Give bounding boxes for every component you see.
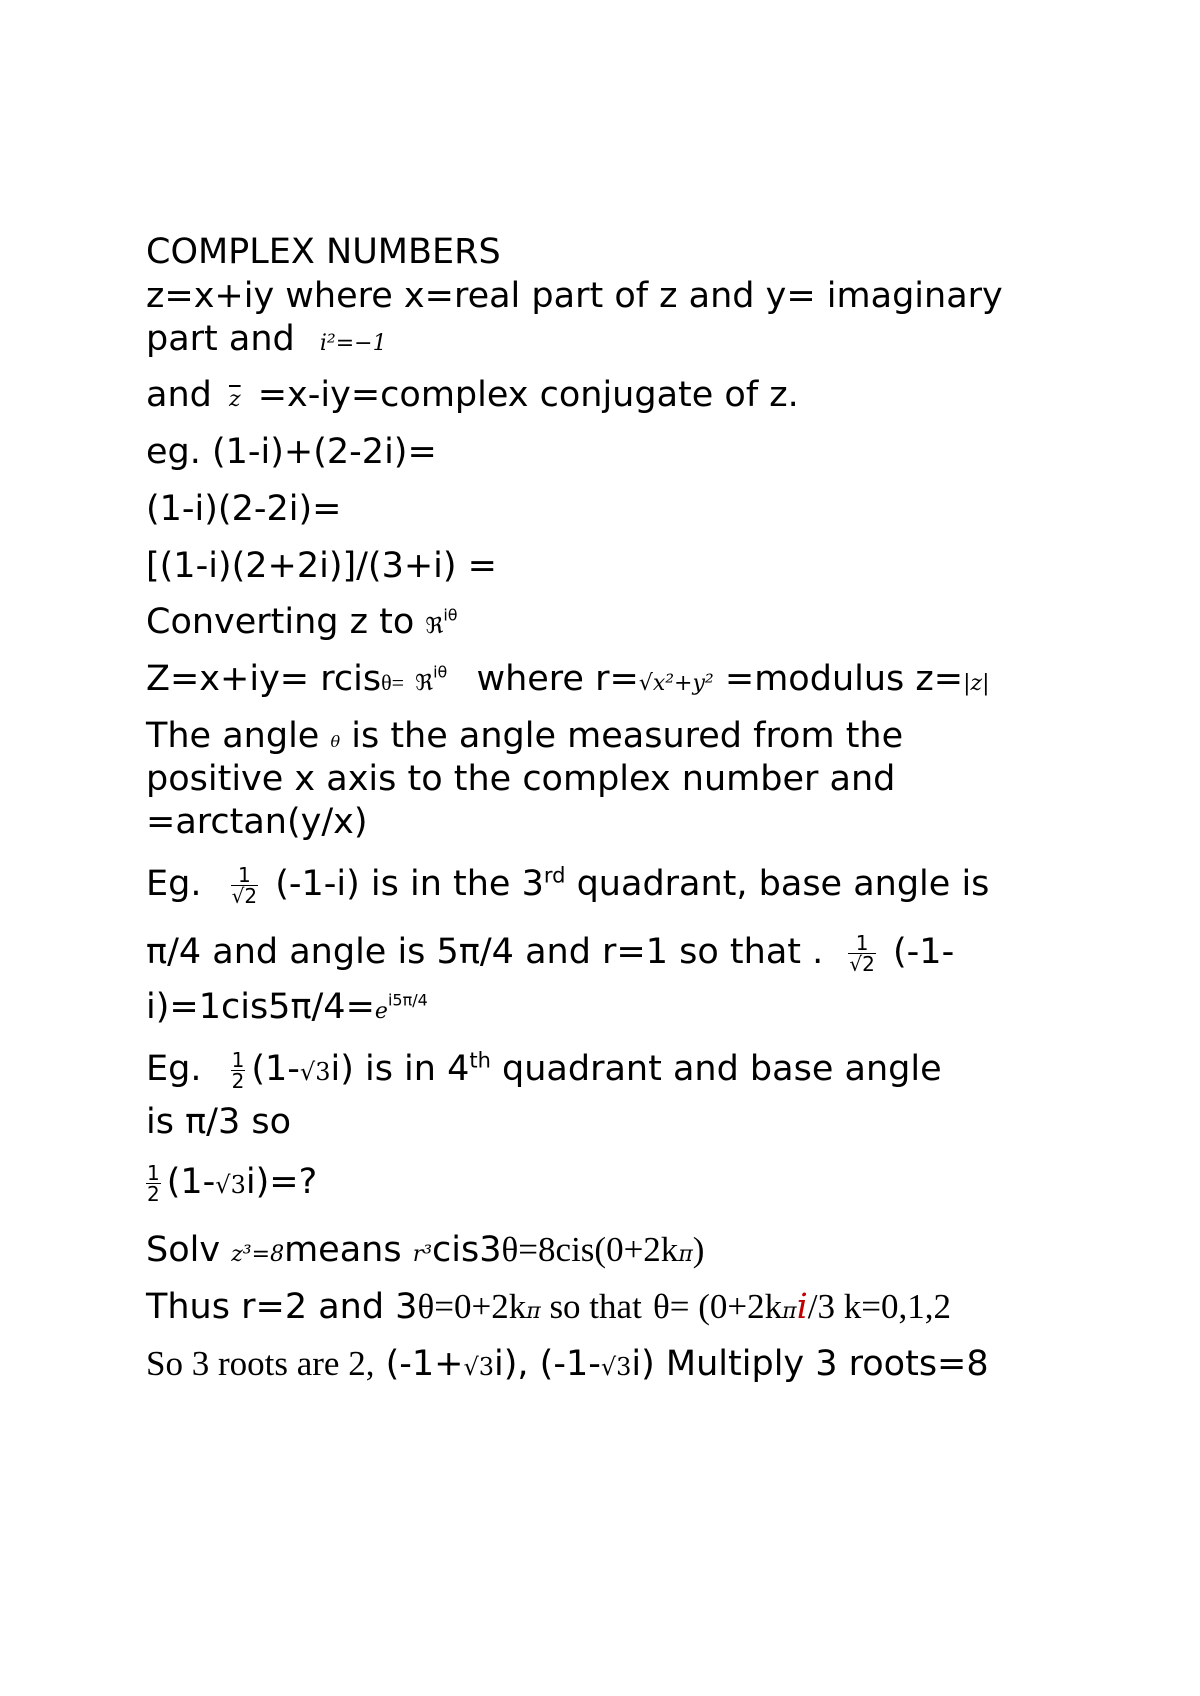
text-line bbox=[146, 1285, 951, 1334]
text-line bbox=[146, 657, 990, 706]
text-line: eg. (1-i)+(2-2i)= bbox=[146, 432, 437, 472]
text-span: (-1-i) is in the 3 bbox=[275, 864, 544, 904]
text-line bbox=[146, 1047, 942, 1094]
fraction-den: √2 bbox=[849, 951, 875, 976]
text-span: is the angle measured from the bbox=[351, 716, 904, 756]
text-span: /3 k=0,1,2 bbox=[807, 1287, 951, 1326]
math-theta: θ bbox=[381, 670, 392, 695]
text-line bbox=[146, 1342, 989, 1389]
math-sup: iθ bbox=[443, 605, 458, 625]
text-span: and bbox=[146, 375, 212, 415]
text-span: i)=? bbox=[245, 1162, 318, 1202]
text-span: Eg. bbox=[146, 864, 202, 904]
math-e: e bbox=[374, 999, 388, 1024]
text-span: (-1- bbox=[893, 932, 955, 972]
text-span: π/4 and angle is 5π/4 and r=1 so that . bbox=[146, 932, 824, 972]
text-line bbox=[146, 1228, 704, 1277]
fraction-den: 2 bbox=[231, 1068, 245, 1093]
text-span: cis3 bbox=[432, 1230, 502, 1270]
fraction-1-over-2 bbox=[231, 1047, 246, 1093]
text-span: Z=x+iy= rcis bbox=[146, 659, 382, 699]
superscript: th bbox=[469, 1048, 491, 1073]
text-line bbox=[146, 1160, 317, 1207]
fraction-1-over-sqrt2 bbox=[848, 930, 875, 976]
text-span: ) bbox=[692, 1230, 705, 1269]
text-line bbox=[146, 317, 387, 366]
math-re: ℜ bbox=[425, 613, 444, 638]
fraction-num: 1 bbox=[855, 930, 869, 955]
math-abs-z: |z| bbox=[963, 671, 990, 696]
text-span: (1- bbox=[166, 1162, 216, 1202]
fraction-den: √2 bbox=[231, 883, 258, 908]
text-line: (1-i)(2-2i)= bbox=[146, 489, 342, 529]
fraction-1-over-sqrt2 bbox=[231, 862, 258, 908]
math-i-squared: i²=−1 bbox=[319, 331, 387, 356]
math-theta: θ bbox=[417, 1287, 435, 1326]
text-line bbox=[146, 985, 428, 1034]
text-span: =0+2k bbox=[434, 1287, 527, 1326]
text-line bbox=[146, 930, 954, 974]
math-pi: π bbox=[782, 1299, 797, 1324]
text-span: Thus r=2 and 3 bbox=[146, 1287, 418, 1327]
text-span: (1- bbox=[251, 1049, 300, 1089]
text-span: i) is in 4 bbox=[330, 1049, 470, 1089]
text-span: i), (-1- bbox=[494, 1344, 601, 1384]
math-sqrt3: √3 bbox=[299, 1058, 331, 1086]
fraction-num: 1 bbox=[237, 862, 251, 887]
text-span: Converting z to bbox=[146, 602, 415, 642]
math-z-bar: $\overline{z}$ bbox=[229, 387, 241, 412]
math-z-cubed: z³=8 bbox=[231, 1242, 285, 1267]
text-span: i)=1cis5π/4= bbox=[146, 987, 375, 1027]
math-sqrt-x2y2: √x²+y² bbox=[638, 671, 714, 696]
text-span: means bbox=[284, 1230, 402, 1270]
text-span: = (0+2k bbox=[669, 1287, 783, 1326]
text-span: i) Multiply 3 roots=8 bbox=[631, 1344, 989, 1384]
math-pi: π bbox=[526, 1299, 541, 1324]
text-span: so that bbox=[540, 1287, 642, 1326]
text-line: z=x+iy where x=real part of z and y= imaginary bbox=[146, 276, 1003, 316]
text-span: So 3 roots are 2, bbox=[146, 1344, 375, 1383]
math-theta: θ bbox=[501, 1230, 519, 1269]
math-theta: θ bbox=[652, 1287, 670, 1326]
text-span: =8cis(0+2k bbox=[518, 1230, 679, 1269]
superscript: rd bbox=[543, 863, 566, 888]
text-span: =x-iy=complex conjugate of z. bbox=[257, 375, 799, 415]
page-title: COMPLEX NUMBERS bbox=[146, 232, 501, 272]
math-i-red: i bbox=[796, 1287, 808, 1327]
text-span: quadrant, base angle is bbox=[565, 864, 990, 904]
math-sup: i5π/4 bbox=[387, 990, 428, 1010]
math-sqrt3: √3 bbox=[600, 1353, 632, 1381]
text-span: where r= bbox=[476, 659, 639, 699]
text-span: Eg. bbox=[146, 1049, 202, 1089]
text-span: =modulus z= bbox=[724, 659, 964, 699]
text-span: part and bbox=[146, 319, 295, 359]
math-sqrt3: √3 bbox=[463, 1353, 495, 1381]
math-sqrt3: √3 bbox=[215, 1171, 246, 1199]
text-line: =arctan(y/x) bbox=[146, 802, 368, 842]
text-line: positive x axis to the complex number and bbox=[146, 759, 896, 799]
math-theta: θ bbox=[330, 732, 341, 751]
text-line: [(1-i)(2+2i)]/(3+i) = bbox=[146, 546, 498, 586]
text-span: The angle bbox=[146, 716, 320, 756]
math-re: ℜ bbox=[415, 670, 434, 695]
math-sup: iθ bbox=[433, 662, 448, 682]
text-line bbox=[146, 862, 989, 906]
fraction-num: 1 bbox=[147, 1160, 160, 1185]
text-span: quadrant and base angle bbox=[490, 1049, 942, 1089]
text-line bbox=[146, 373, 799, 422]
fraction-num: 1 bbox=[231, 1047, 245, 1072]
text-span: = bbox=[391, 670, 405, 695]
text-line: is π/3 so bbox=[146, 1102, 291, 1142]
text-span: Solv bbox=[146, 1230, 221, 1270]
math-r-cubed: r³ bbox=[412, 1242, 433, 1267]
text-span: (-1+ bbox=[385, 1344, 464, 1384]
math-pi: π bbox=[678, 1242, 693, 1267]
text-line bbox=[146, 600, 458, 648]
fraction-1-over-2 bbox=[146, 1160, 161, 1206]
fraction-den: 2 bbox=[147, 1181, 160, 1206]
